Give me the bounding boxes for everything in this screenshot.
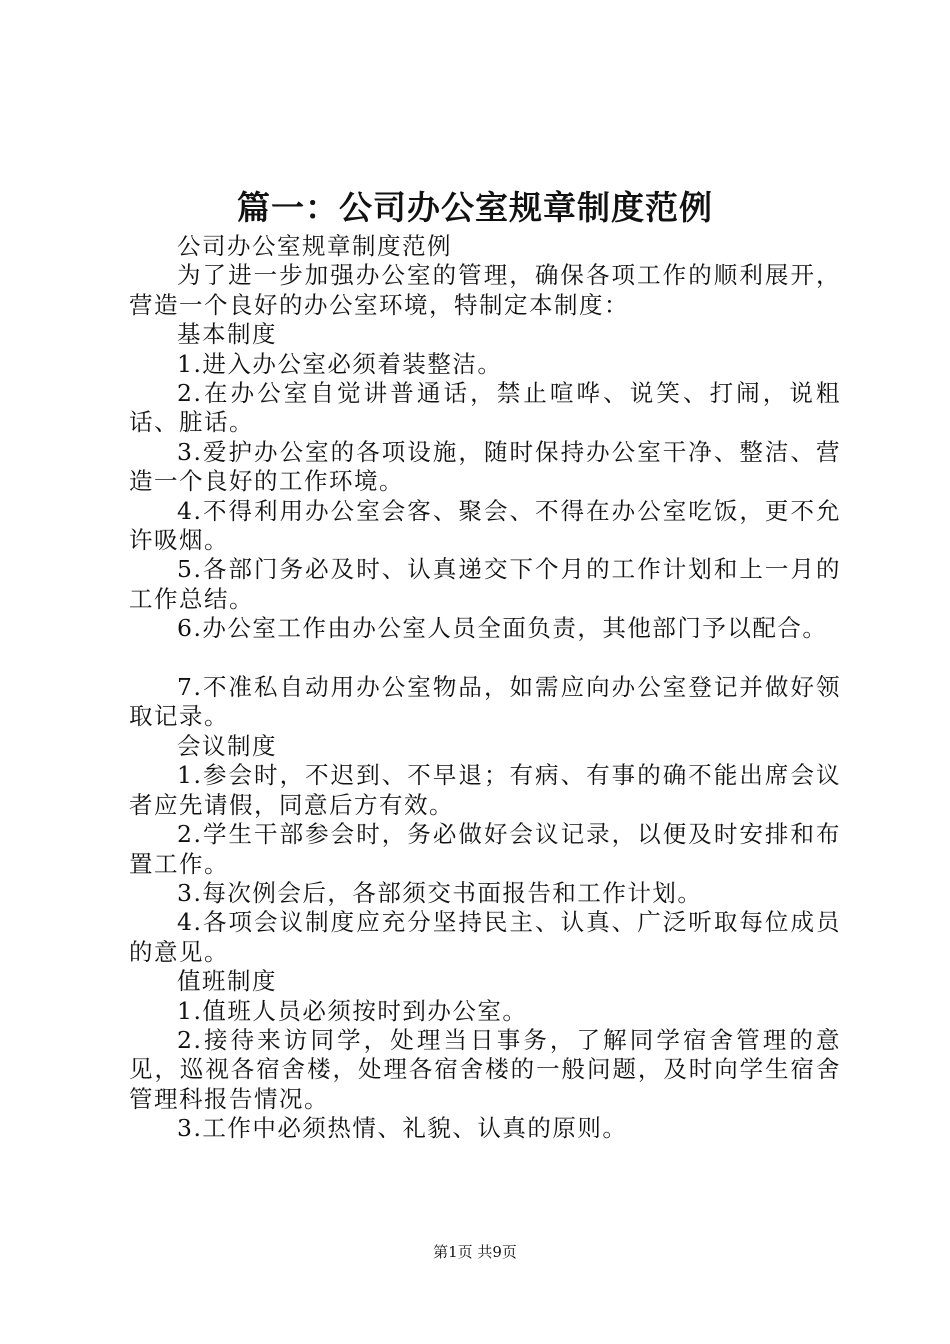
basic-rule-1: 1.进入办公室必须着装整洁。 xyxy=(177,349,503,378)
meeting-rule-3: 3.每次例会后，各部须交书面报告和工作计划。 xyxy=(177,878,703,907)
meeting-rule-1: 1.参会时，不迟到、不早退；有病、有事的确不能出席会议者应先请假，同意后方有效。 xyxy=(129,761,841,819)
document-body xyxy=(129,232,841,1144)
paragraph-subtitle: 公司办公室规章制度范例 xyxy=(177,232,452,260)
section-heading-basic: 基本制度 xyxy=(177,320,277,349)
basic-rule-6: 6.办公室工作由办公室人员全面负责，其他部门予以配合。 xyxy=(177,614,828,643)
basic-rule-4: 4.不得利用办公室会客、聚会、不得在办公室吃饭，更不允许吸烟。 xyxy=(129,496,841,555)
section-heading-duty: 值班制度 xyxy=(177,967,277,996)
blank-line xyxy=(129,644,841,673)
paragraph-intro: 为了进一步加强办公室的管理，确保各项工作的顺利展开，营造一个良好的办公室环境，特制定本制度： xyxy=(129,261,841,319)
page-footer: 第1页 共9页 xyxy=(433,1243,517,1261)
basic-rule-3: 3.爱护办公室的各项设施，随时保持办公室干净、整洁、营造一个良好的工作环境。 xyxy=(129,437,841,496)
basic-rule-7: 7.不准私自动用办公室物品，如需应向办公室登记并做好领取记录。 xyxy=(129,673,841,731)
document-title: 篇一：公司办公室规章制度范例 xyxy=(237,188,713,227)
meeting-rule-2: 2.学生干部参会时，务必做好会议记录，以便及时安排和布置工作。 xyxy=(129,820,841,878)
basic-rule-2: 2.在办公室自觉讲普通话，禁止喧哗、说笑、打闹，说粗话、脏话。 xyxy=(129,379,841,437)
section-heading-meeting: 会议制度 xyxy=(177,731,277,760)
duty-rule-2: 2.接待来访同学，处理当日事务，了解同学宿舍管理的意见，巡视各宿舍楼，处理各宿舍楼的一般问题，及时向学生宿舍管理科报告情况。 xyxy=(129,1025,841,1113)
duty-rule-3: 3.工作中必须热情、礼貌、认真的原则。 xyxy=(177,1114,628,1143)
meeting-rule-4: 4.各项会议制度应充分坚持民主、认真、广泛听取每位成员的意见。 xyxy=(129,908,841,966)
duty-rule-1: 1.值班人员必须按时到办公室。 xyxy=(177,996,528,1025)
basic-rule-5: 5.各部门务必及时、认真递交下个月的工作计划和上一月的工作总结。 xyxy=(129,555,841,613)
